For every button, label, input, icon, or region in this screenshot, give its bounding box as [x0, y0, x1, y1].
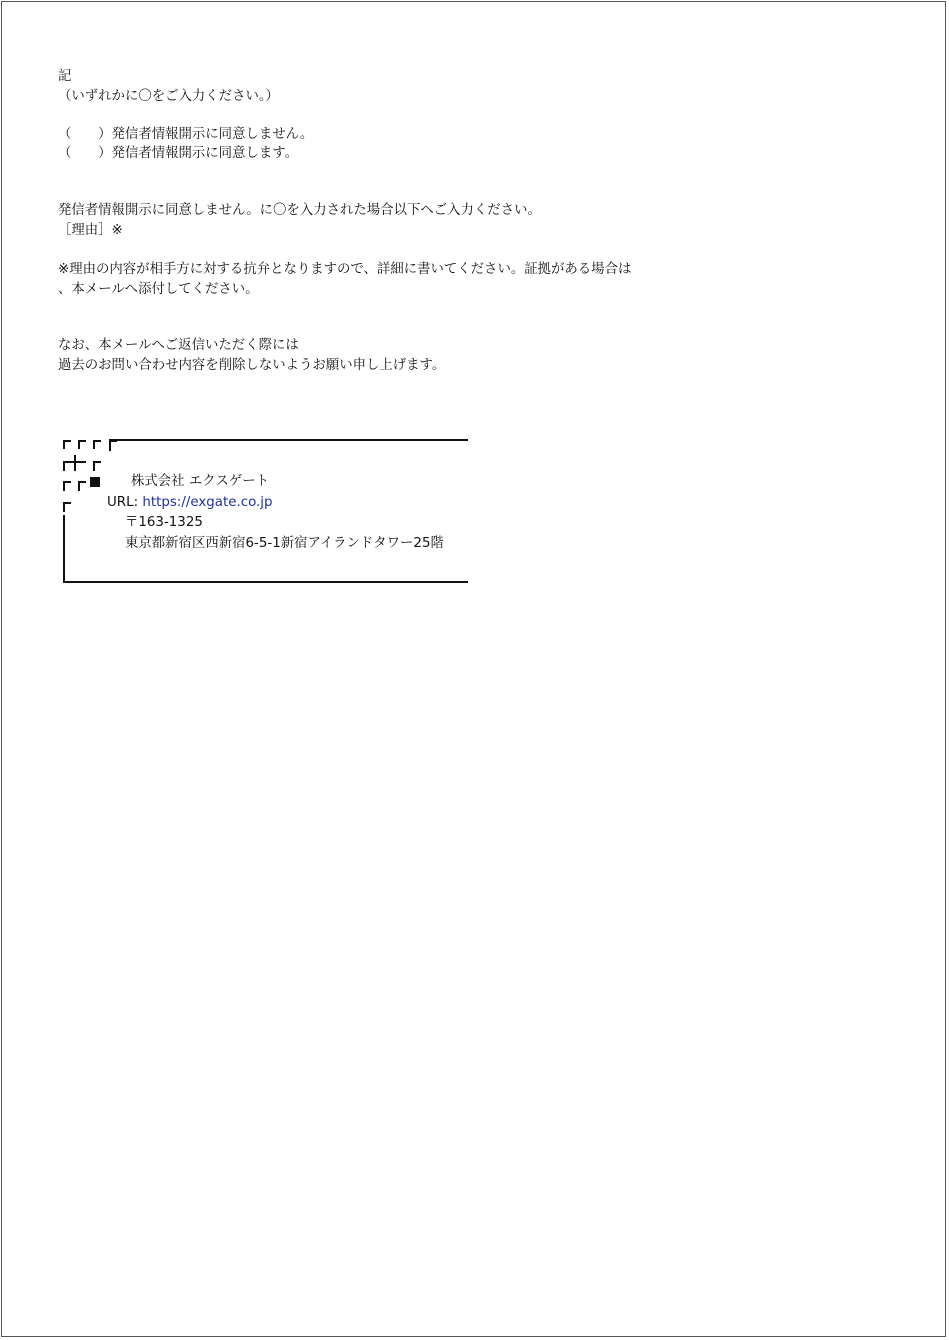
reply-note-line2: 過去のお問い合わせ内容を削除しないようお願い申し上げます。: [58, 358, 446, 373]
reason-instruction: 発信者情報開示に同意しません。に〇を入力された場合以下へご入力ください。: [58, 203, 541, 218]
evidence-note-line1: ※理由の内容が相手方に対する抗弁となりますので、詳細に書いてください。証拠がある場合は: [58, 262, 632, 277]
signature-corner-mark: [109, 440, 117, 451]
signature-top-rule: [109, 439, 468, 441]
signature-company: 株式会社 エクスゲート: [131, 474, 270, 489]
heading-ki: 記: [58, 69, 72, 84]
signature-address: 東京都新宿区西新宿6-5-1新宿アイランドタワー25階: [125, 536, 444, 551]
signature-url-link[interactable]: https://exgate.co.jp: [142, 495, 273, 510]
document-page: [1, 1, 946, 1337]
signature-cross-mark: [68, 461, 86, 463]
signature-url-label: URL:: [107, 495, 143, 510]
option-agree: （ ）発信者情報開示に同意します。: [58, 146, 298, 161]
reply-note-line1: なお、本メールへご返信いただく際には: [58, 338, 299, 353]
signature-left-rule: [63, 515, 65, 582]
reason-label: ［理由］※: [58, 223, 123, 238]
signature-bottom-rule: [63, 581, 468, 583]
signature-postal-code: 〒163-1325: [125, 515, 203, 530]
signature-corner-mark: [93, 440, 101, 449]
signature-cross-mark: [74, 455, 76, 471]
signature-square-icon: [90, 477, 100, 487]
instruction-text: （いずれかに〇をご入力ください。）: [58, 89, 279, 104]
signature-corner-mark: [93, 461, 101, 471]
signature-corner-mark: [78, 440, 86, 449]
signature-corner-mark: [78, 481, 86, 491]
signature-corner-mark: [63, 502, 71, 512]
evidence-note-line2: 、本メールへ添付してください。: [58, 282, 259, 297]
option-disagree: （ ）発信者情報開示に同意しません。: [58, 127, 314, 142]
signature-corner-mark: [63, 481, 71, 491]
signature-url-row: [107, 494, 273, 512]
signature-corner-mark: [63, 440, 71, 449]
